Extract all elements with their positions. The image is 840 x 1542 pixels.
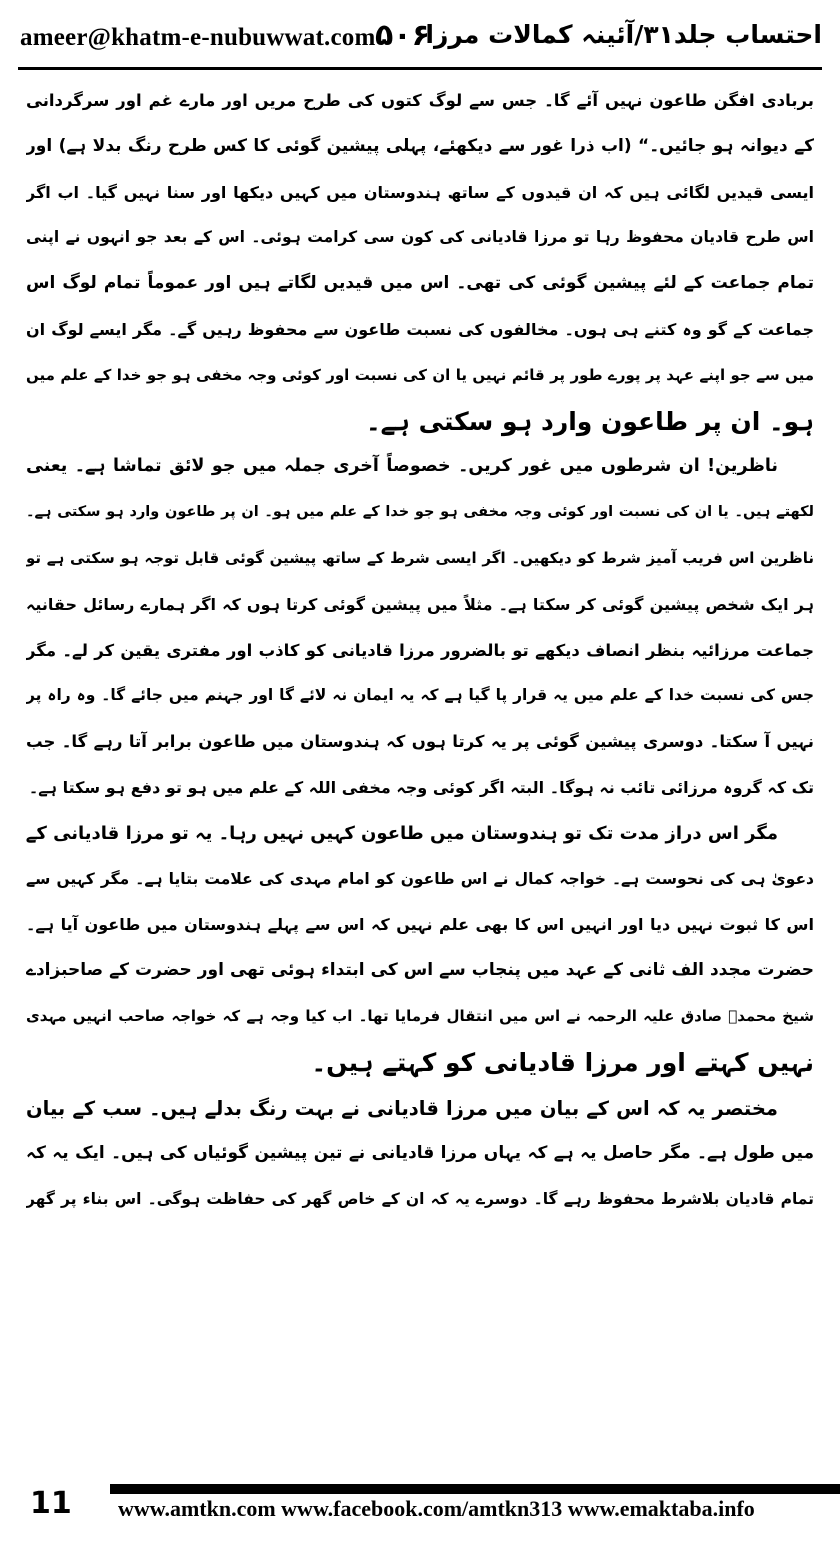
text-line: مگر اس دراز مدت تک تو ہندوستان میں طاعون کہیں نہیں رہا۔ یہ تو مرزا قادیانی کے — [26, 822, 778, 844]
text-line: تک کہ گروہ مرزائی تائب نہ ہوگا۔ البتہ اگر کوئی وجہ مخفی اللہ کے علم میں ہو تو دفع ہو سکتا ہے۔ — [28, 777, 814, 797]
text-line: بربادی افگن طاعون نہیں آئے گا۔ جس سے لوگ کتوں کی طرح مریں اور مارے غم اور سرگردانی — [26, 91, 814, 110]
text-line: ناظرین اس فریب آمیز شرط کو دیکھیں۔ اگر ایسی شرط کے ساتھ پیشین گوئی قابل توجہ ہو سکتی ہے تو — [26, 548, 814, 567]
text-line: شیخ محمدؒ صادق علیہ الرحمہ نے اس میں انتقال فرمایا تھا۔ اب کیا وجہ ہے کہ خواجہ صاحب انہیں مہدی — [26, 1006, 814, 1025]
text-line: میں طول ہے۔ مگر حاصل یہ ہے کہ یہاں مرزا قادیانی نے تین پیشین گوئیاں کی ہیں۔ ایک یہ کہ — [26, 1143, 814, 1164]
text-line: نہیں آ سکتا۔ دوسری پیشین گوئی پر یہ کرتا ہوں کہ ہندوستان میں طاعون برابر آتا رہے گا۔ جب — [26, 732, 814, 752]
text-line: نہیں کہتے اور مرزا قادیانی کو کہتے ہیں۔ — [311, 1047, 814, 1077]
text-line: کے دیوانہ ہو جائیں۔“ (اب ذرا غور سے دیکھئے، پہلی پیشین گوئی کا کس طرح رنگ بدلا ہے) اور — [26, 135, 814, 156]
text-line: میں سے جو اپنے عہد پر پورے طور پر قائم نہیں یا ان کی نسبت اور کوئی وجہ مخفی ہو جو خدا کے علم میں — [26, 365, 814, 384]
footer-links: www.amtkn.com www.facebook.com/amtkn313 www.emaktaba.info — [118, 1496, 755, 1521]
page-footer — [0, 1484, 840, 1540]
text-line: اس طرح قادیان محفوظ رہا تو مرزا قادیانی کی کون سی کرامت ہوئی۔ اس کے بعد جو انہوں نے اپنی — [26, 228, 814, 247]
page-body — [26, 78, 814, 1223]
text-line: اس کا ثبوت نہیں دیا اور انہیں اس کا بھی علم نہیں کہ اس سے پہلے ہندوستان میں طاعون آیا ہے۔ — [26, 915, 814, 935]
text-line: جماعت کے گو وہ کتنے ہی ہوں۔ مخالفوں کی نسبت طاعون سے محفوظ رہیں گے۔ مگر ایسے لوگ ان — [26, 319, 814, 339]
header-email: ameer@khatm-e-nubuwwat.com — [20, 24, 376, 51]
header-book-title: احتساب جلد۳۱/آئینہ کمالات مرزا — [425, 20, 822, 49]
text-line: جماعت مرزائیہ بنظر انصاف دیکھے تو بالضرور مرزا قادیانی کو کاذب اور مفتری یقین کر لے۔ مگر — [26, 640, 814, 660]
footer-number-box — [0, 1484, 110, 1540]
text-line: تمام جماعت کے لئے پیشین گوئی کی تھی۔ اس میں قیدیں لگاتے ہیں اور عموماً تمام لوگ اس — [26, 273, 814, 294]
header-rule — [18, 67, 822, 70]
text-line: ہر ایک شخص پیشین گوئی کر سکتا ہے۔ مثلاً میں پیشین گوئی کرتا ہوں کہ اگر ہمارے رسائل حقانیہ — [26, 594, 814, 614]
header-page-number: ۵۰۶ — [375, 18, 430, 53]
page-header — [20, 14, 822, 64]
text-line: ایسی قیدیں لگائی ہیں کہ ان قیدوں کے ساتھ ہندوستان میں کہیں دیکھا اور سنا نہیں گیا۔ اب اگر — [26, 182, 814, 202]
text-line: تمام قادیان بلاشرط محفوظ رہے گا۔ دوسرے یہ کہ ان کے خاص گھر کی حفاظت ہوگی۔ اس بناء پر گھر — [26, 1190, 814, 1209]
text-line: ہو۔ ان پر طاعون وارد ہو سکتی ہے۔ — [366, 406, 814, 436]
text-line: ناظرین! ان شرطوں میں غور کریں۔ خصوصاً آخری جملہ میں جو لائق تماشا ہے۔ یعنی — [26, 456, 778, 477]
text-line: جس کی نسبت خدا کے علم میں یہ قرار پا گیا ہے کہ یہ ایمان نہ لائے گا اور جہنم میں جائے گا۔ وہ راہ پر — [26, 686, 814, 705]
text-line: لکھتے ہیں۔ یا ان کی نسبت اور کوئی وجہ مخفی ہو جو خدا کے علم میں ہو۔ ان پر طاعون وارد ہو سکتی ہے۔ — [26, 504, 814, 521]
text-line: دعویٰ ہی کی نحوست ہے۔ خواجہ کمال نے اس طاعون کو امام مہدی کی علامت بتایا ہے۔ مگر کہیں سے — [26, 869, 814, 888]
text-line: حضرت مجدد الف ثانی کے عہد میں پنجاب سے اس کی ابتداء ہوئی تھی اور حضرت کے صاحبزادے — [26, 960, 814, 981]
text-line: مختصر یہ کہ اس کے بیان میں مرزا قادیانی نے بہت رنگ بدلے ہیں۔ سب کے بیان — [26, 1096, 778, 1120]
footer-page-number: 11 — [30, 1486, 72, 1521]
